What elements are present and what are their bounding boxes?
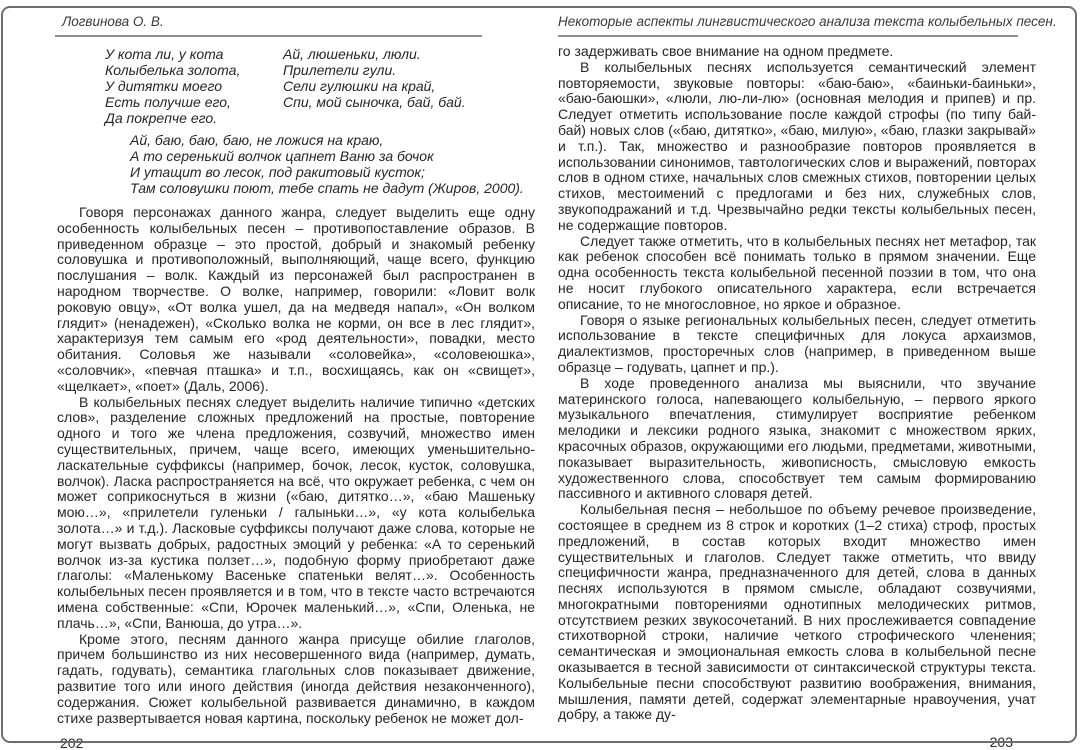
poem-column-1 (105, 46, 283, 126)
poem-line: Там соловушки поют, тебе спать не дадут (Жиров, 2000). (130, 180, 524, 196)
poem-line: Ай, баю, баю, баю, не ложися на краю, (130, 132, 384, 148)
poem-line: И утащит во лесок, под ракитовый кусток; (130, 164, 425, 180)
page-left-content (0, 0, 535, 750)
paragraph: Говоря персонажах данного жанра, следует выделить еще одну особенность колыбельных песен – противопоставление образов. В приведенном образце – это простой, добрый и знакомый ребенку соловушка и противоположный, выполняющий, чаще всего, функцию послушания – волк. Каждый из персонажей был распространен в народном творчестве. О волке, например, говорили: «Ловит волк роковую овцу», «От волка ушел, да на медведя напал», «Он волком глядит» (ненадежен), «Сколько волка не корми, он все в лес глядит», характеризуя тем самым его «род деятельности», повадки, место обитания. Соловья же называли «соловейка», «соловеюшка», «соловчик», «певчая пташка» и т.п., восхищаясь, как он «свищет», «щелкает», «поет» (Даль, 2006). (57, 204, 535, 394)
poem-line: Ай, люшеньки, люли. (283, 46, 421, 62)
left-page-body-text (57, 205, 535, 726)
poem-line: Прилетели гули. (283, 62, 397, 78)
poem-line: А то серенький волчок цапнет Ваню за бочок (130, 148, 434, 164)
poem-line: Сели гулюшки на край, (283, 78, 436, 94)
page-number-left: 202 (60, 735, 84, 750)
right-page-body-text (558, 44, 1036, 723)
poem-line: Есть получше его, (105, 94, 231, 110)
poem-line: Да покрепче его. (105, 110, 218, 126)
poem-block (105, 46, 535, 126)
page-number-right: 203 (989, 734, 1013, 750)
header-rule-right (558, 35, 1018, 37)
page-right-content (540, 0, 1057, 750)
paragraph: Колыбельная песня – небольшое по объему речевое произведение, состоящее в среднем из 8 строк и коротких (1–2 стиха) строф, простых предложений, в состав которых входит множество имен существительных и глаголов. Следует также отметить, что ввиду специфичности жанра, предназначенного для детей, слова в данных песнях используются в прямом смысле, обладают созвучиями, многократными повторениями однотипных мелодических ритмов, отсутствием резких звукосочетаний. В них прослеживается совпадение стихотворной строки, наличие четкого строфического членения; семантическая и эмоциональная емкость слова в колыбельной песне оказывается в тесной зависимости от синтаксической структуры текста. Колыбельные песни способствуют развитию воображения, внимания, мышления, памяти детей, содержат элементарные нравоучения, учат добру, а также ду- (558, 501, 1036, 723)
poem-column-2 (283, 46, 466, 126)
paragraph: Говоря о языке региональных колыбельных песен, следует отметить использование в тексте специфичных для локуса архаизмов, диалектизмов, просторечных слов (например, в приведенном выше образце – годувать, цапнет и пр.). (558, 311, 1036, 375)
running-head-author: Логвинова О. В. (62, 14, 164, 29)
poem-line: У кота ли, у кота (105, 46, 224, 62)
header-rule-left (55, 35, 482, 37)
poem-line: Спи, мой сыночка, бай, бай. (283, 94, 466, 110)
paragraph: В ходе проведенного анализа мы выяснили, что звучание материнского голоса, напевающего колыбельную, – первого яркого музыкального впечатления, стимулирует восприятие ребенком мелодики и лексики родного языка, знакомит с множеством ярких, красочных образов, окружающими его людьми, предметами, животными, показывает выразительность, живописность, смысловую емкость художественного слова, способствует тем самым формированию пассивного и активного словаря детей. (558, 374, 1036, 502)
poem-line: Колыбелька золота, (105, 62, 241, 78)
poem-stanza-2 (130, 132, 535, 196)
paragraph: Следует также отметить, что в колыбельных песнях нет метафор, так как ребенок способен всё понимать только в прямом значении. Еще одна особенность текста колыбельной песенной поэзии в том, что она не носит глубокого описательного характера, если встречается описание, то не многословное, но яркое и образное. (558, 232, 1036, 312)
running-head-title: Некоторые аспекты лингвистического анализа текста колыбельных песен. (558, 14, 1057, 29)
paragraph: го задерживать свое внимание на одном предмете. (558, 43, 894, 59)
paragraph: В колыбельных песнях следует выделить наличие типично «детских слов», разделение сложных предложений на простые, повторение одного и того же члена предложения, созвучий, множество имен существительных, причем, чаще всего, имеющих уменьшительно-ласкательные суффиксы (например, бочок, лесок, кусток, соловушка, волчок). Ласка распространяется на всё, что окружает ребенка, с чем он может соприкоснуться в жизни («баю, дитятко…», «баю Машеньку мою…», «прилетели гуленьки / галыньки…», «у кота колыбелька золота…» и т.д.). Ласковые суффиксы получают даже слова, которые не могут вызвать добрых, радостных эмоций у ребенка: «А то серенький волчок из-за кустика ползет…», подобную форму приобретают даже глаголы: «Маленькому Васеньке спатеньки велят…». Особенность колыбельных песен проявляется и в том, что в тексте часто встречаются имена собственные: «Спи, Юрочек маленький…», «Спи, Оленька, не плачь…», «Спи, Ванюша, до утра…». (57, 393, 535, 631)
paragraph: Кроме этого, песням данного жанра присуще обилие глаголов, причем большинство из них несовершенного вида (например, думать, гадать, годувать), семантика глагольных слов показывает движение, развитие того или иного действия (иногда действия незаконченного), содержания. Сюжет колыбельной развивается динамично, в каждом стихе развертывается новая картина, поскольку ребенок не может дол- (57, 630, 535, 726)
poem-line: У дитятки моего (105, 78, 222, 94)
paragraph: В колыбельных песнях используется семантический элемент повторяемости, звуковые повторы: «баю-баю», «баиньки-баиньки», «баю-баюшки», «люли, лю-ли-лю» (основная мелодия и припев) и пр. Следует отметить использование после каждой строфы (по типу бай-бай) новых слов («баю, дитятко», «баю, милую», «баю, глазки закрывай» и т.п.). Так, множество и разнообразие повторов проявляется в использовании синонимов, тавтологических слов и выражений, повторах слов в одном стихе, начальных слов смежных стихов, повторении целых стихов, местоимений с предлогами и без них, служебных слов, звукоподражаний и т.д. Чрезвычайно редки тексты колыбельных песен, не содержащие повторов. (558, 58, 1036, 233)
page-right (540, 0, 1080, 750)
